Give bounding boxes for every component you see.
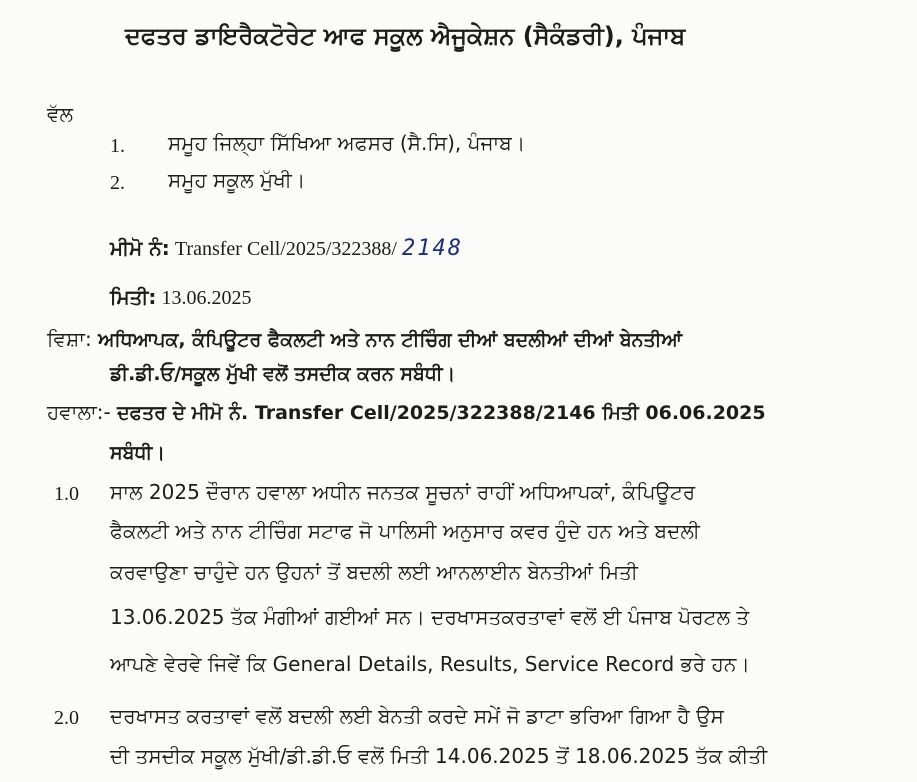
paragraph-1-line-5: ਆਪਣੇ ਵੇਰਵੇ ਜਿਵੇਂ ਕਿ General Details, Results, Service Record ਭਰੇ ਹਨ। — [110, 652, 750, 676]
memo-number-line — [110, 236, 463, 261]
memo-label: ਮੀਮੋ ਨੰ: — [110, 236, 170, 260]
reference-line-1 — [47, 400, 766, 424]
paragraph-1-line-2: ਫੈਕਲਟੀ ਅਤੇ ਨਾਨ ਟੀਚਿੰਗ ਸਟਾਫ ਜੋ ਪਾਲਿਸੀ ਅਨੁਸਾਰ ਕਵਰ ਹੁੰਦੇ ਹਨ ਅਤੇ ਬਦਲੀ — [110, 519, 700, 543]
memo-value: Transfer Cell/2025/322388/ — [174, 238, 397, 260]
subject-line-1 — [47, 327, 682, 351]
addressee-2-number: 2. — [110, 172, 125, 194]
paragraph-2-number: 2.0 — [54, 707, 79, 729]
office-title: ਦਫਤਰ ਡਾਇਰੈਕਟੋਰੇਟ ਆਫ ਸਕੂਲ ਐਜੂਕੇਸ਼ਨ (ਸੈਕੰਡਰੀ), ਪੰਜਾਬ — [125, 22, 686, 50]
subject-label: ਵਿਸ਼ਾ: — [47, 327, 92, 351]
addressee-1-text: ਸਮੂਹ ਜਿਲ੍ਹਾ ਸਿੱਖਿਆ ਅਫਸਰ (ਸੈ.ਸਿ), ਪੰਜਾਬ। — [168, 131, 526, 155]
paragraph-2-line-2: ਦੀ ਤਸਦੀਕ ਸਕੂਲ ਮੁੱਖੀ/ਡੀ.ਡੀ.ਓ ਵਲੋਂ ਮਿਤੀ 14.06.2025 ਤੋਂ 18.06.2025 ਤੱਕ ਕੀਤੀ — [110, 744, 768, 768]
memo-handwritten-number: 2148 — [402, 236, 464, 261]
date-line — [110, 285, 252, 310]
reference-text-2: ਸਬੰਧੀ। — [110, 442, 166, 464]
paragraph-1-line-3: ਕਰਵਾਉਣਾ ਚਾਹੁੰਦੇ ਹਨ ਉਹਨਾਂ ਤੋਂ ਬਦਲੀ ਲਈ ਆਨਲਾਈਨ ਬੇਨਤੀਆਂ ਮਿਤੀ — [110, 560, 638, 584]
addressee-1-number: 1. — [110, 135, 125, 157]
paragraph-1-line-4: 13.06.2025 ਤੱਕ ਮੰਗੀਆਂ ਗਈਆਂ ਸਨ। ਦਰਖਾਸਤਕਰਤਾਵਾਂ ਵਲੋਂ ਈ ਪੰਜਾਬ ਪੋਰਟਲ ਤੇ — [110, 605, 750, 629]
subject-text-2: ਡੀ.ਡੀ.ਓ/ਸਕੂਲ ਮੁੱਖੀ ਵਲੋਂ ਤਸਦੀਕ ਕਰਨ ਸਬੰਧੀ। — [110, 363, 456, 385]
paragraph-1-number: 1.0 — [54, 483, 79, 505]
to-label: ਵੱਲ — [47, 102, 74, 126]
addressee-2-text: ਸਮੂਹ ਸਕੂਲ ਮੁੱਖੀ। — [168, 168, 306, 192]
reference-label: ਹਵਾਲਾ:- — [47, 400, 111, 424]
paragraph-1-line-1: ਸਾਲ 2025 ਦੌਰਾਨ ਹਵਾਲਾ ਅਧੀਨ ਜਨਤਕ ਸੂਚਨਾਂ ਰਾਹੀਂ ਅਧਿਆਪਕਾਂ, ਕੰਪਿਊਟਰ — [110, 480, 696, 504]
date-value: 13.06.2025 — [161, 287, 252, 309]
paragraph-2-line-1: ਦਰਖਾਸਤ ਕਰਤਾਵਾਂ ਵਲੋਂ ਬਦਲੀ ਲਈ ਬੇਨਤੀ ਕਰਦੇ ਸਮੇਂ ਜੋ ਡਾਟਾ ਭਰਿਆ ਗਿਆ ਹੈ ਉਸ — [110, 704, 724, 728]
reference-text-1: ਦਫਤਰ ਦੇ ਮੀਮੋ ਨੰ. Transfer Cell/2025/322388/2146 ਮਿਤੀ 06.06.2025 — [117, 402, 766, 424]
subject-text-1: ਅਧਿਆਪਕ, ਕੰਪਿਊਟਰ ਫੈਕਲਟੀ ਅਤੇ ਨਾਨ ਟੀਚਿੰਗ ਦੀਆਂ ਬਦਲੀਆਂ ਦੀਆਂ ਬੇਨਤੀਆਂ — [98, 329, 683, 351]
date-label: ਮਿਤੀ: — [110, 285, 157, 309]
